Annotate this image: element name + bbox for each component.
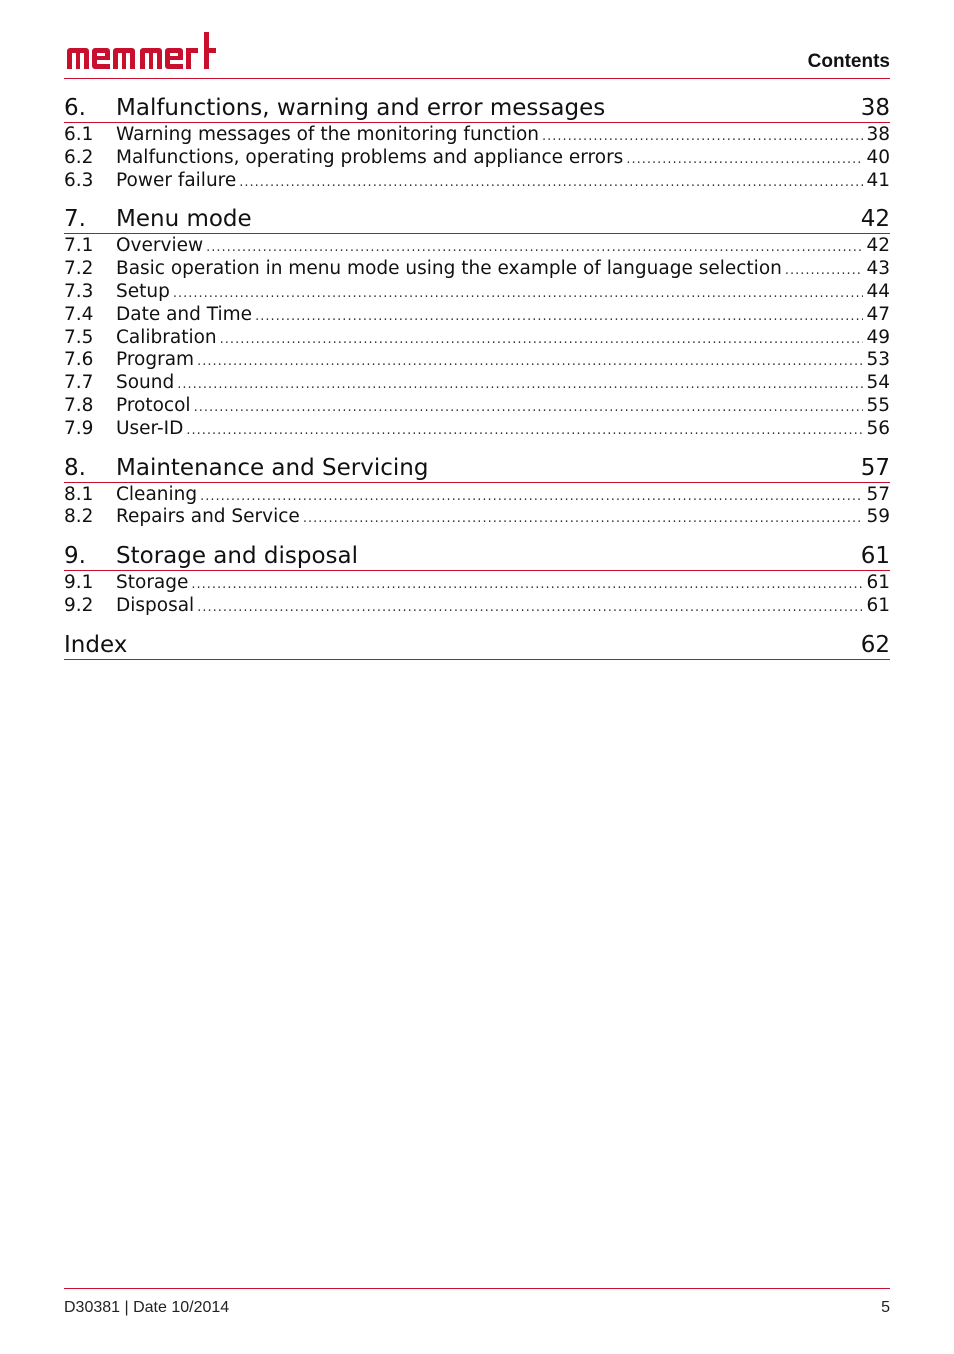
toc-entry[interactable] bbox=[64, 418, 890, 441]
toc-entry[interactable] bbox=[64, 506, 890, 529]
entry-number: 7.4 bbox=[64, 303, 94, 325]
entry-page: 61 bbox=[866, 572, 890, 594]
dot-leader bbox=[626, 149, 863, 172]
entry-number: 9.2 bbox=[64, 594, 94, 616]
toc-entry[interactable] bbox=[64, 484, 890, 507]
entry-title: User-ID bbox=[116, 417, 184, 439]
entry-page: 59 bbox=[866, 506, 890, 528]
section-page: 61 bbox=[860, 543, 890, 570]
memmert-logo bbox=[64, 30, 216, 72]
dot-leader bbox=[200, 486, 863, 509]
entry-page: 49 bbox=[866, 326, 890, 348]
dot-leader bbox=[173, 283, 864, 306]
entry-title: Overview bbox=[116, 235, 204, 257]
footer-divider bbox=[64, 1288, 890, 1289]
entry-title: Basic operation in menu mode using the example of language selection bbox=[116, 258, 782, 280]
entry-number: 7.8 bbox=[64, 394, 94, 416]
section-page: 38 bbox=[860, 95, 890, 121]
entry-page: 54 bbox=[866, 372, 890, 394]
dot-leader bbox=[206, 237, 863, 260]
toc-index bbox=[64, 625, 890, 660]
section-page: 57 bbox=[860, 454, 890, 481]
section-title: Maintenance and Servicing bbox=[116, 454, 429, 481]
entry-number: 6.2 bbox=[64, 146, 94, 168]
toc-entry[interactable] bbox=[64, 124, 890, 147]
toc-entry[interactable] bbox=[64, 349, 890, 372]
entry-title: Cleaning bbox=[116, 483, 198, 505]
entry-page: 61 bbox=[866, 594, 890, 616]
toc-entry[interactable] bbox=[64, 258, 890, 281]
dot-leader bbox=[239, 172, 863, 195]
toc-entry[interactable] bbox=[64, 327, 890, 350]
section-title: Malfunctions, warning and error messages bbox=[116, 95, 606, 121]
entry-number: 7.7 bbox=[64, 372, 94, 394]
entry-title: Setup bbox=[116, 280, 170, 302]
entry-title: Storage bbox=[116, 572, 189, 594]
footer-page-number: 5 bbox=[881, 1299, 890, 1316]
table-of-contents bbox=[64, 88, 890, 660]
footer-doc-ref: D30381 | Date 10/2014 bbox=[64, 1299, 230, 1316]
entry-page: 40 bbox=[866, 146, 890, 168]
section-title: Menu mode bbox=[116, 206, 252, 233]
entry-number: 9.1 bbox=[64, 572, 94, 594]
index-page: 62 bbox=[860, 631, 890, 658]
entry-number: 7.9 bbox=[64, 417, 94, 439]
entry-number: 7.3 bbox=[64, 280, 94, 302]
toc-entry[interactable] bbox=[64, 572, 890, 595]
index-heading[interactable] bbox=[64, 625, 890, 660]
entry-number: 7.5 bbox=[64, 326, 94, 348]
entry-title: Date and Time bbox=[116, 303, 253, 325]
entry-page: 53 bbox=[866, 349, 890, 371]
section-number: 6. bbox=[64, 95, 86, 121]
toc-entry[interactable] bbox=[64, 147, 890, 170]
dot-leader bbox=[785, 260, 864, 283]
section-number: 9. bbox=[64, 543, 86, 570]
entry-number: 7.1 bbox=[64, 235, 94, 257]
entry-page: 56 bbox=[866, 417, 890, 439]
toc-entry[interactable] bbox=[64, 304, 890, 327]
entry-title: Program bbox=[116, 349, 195, 371]
dot-leader bbox=[191, 574, 863, 597]
section-number: 8. bbox=[64, 454, 86, 481]
dot-leader bbox=[177, 374, 863, 397]
toc-section-6 bbox=[64, 88, 890, 192]
entry-page: 57 bbox=[866, 483, 890, 505]
section-heading[interactable] bbox=[64, 448, 890, 483]
dot-leader bbox=[542, 126, 863, 149]
toc-section-9 bbox=[64, 536, 890, 618]
dot-leader bbox=[197, 351, 863, 374]
entry-page: 38 bbox=[866, 124, 890, 145]
entry-title: Repairs and Service bbox=[116, 506, 300, 528]
header-divider bbox=[64, 78, 890, 79]
entry-title: Disposal bbox=[116, 594, 195, 616]
dot-leader bbox=[186, 420, 863, 443]
section-heading[interactable] bbox=[64, 536, 890, 571]
toc-entry[interactable] bbox=[64, 170, 890, 193]
entry-title: Sound bbox=[116, 372, 175, 394]
entry-title: Malfunctions, operating problems and appliance errors bbox=[116, 146, 624, 168]
section-page: 42 bbox=[860, 206, 890, 233]
entry-page: 42 bbox=[866, 235, 890, 257]
section-title: Storage and disposal bbox=[116, 543, 358, 570]
dot-leader bbox=[303, 508, 864, 531]
entry-page: 47 bbox=[866, 303, 890, 325]
entry-title: Protocol bbox=[116, 394, 191, 416]
entry-title: Power failure bbox=[116, 169, 237, 191]
entry-page: 55 bbox=[866, 394, 890, 416]
entry-number: 6.1 bbox=[64, 124, 94, 145]
dot-leader bbox=[220, 329, 864, 352]
dot-leader bbox=[194, 397, 864, 420]
section-number: 7. bbox=[64, 206, 86, 233]
toc-section-8 bbox=[64, 448, 890, 530]
entry-page: 44 bbox=[866, 280, 890, 302]
dot-leader bbox=[197, 597, 863, 620]
toc-entry[interactable] bbox=[64, 595, 890, 618]
header-title: Contents bbox=[807, 51, 890, 72]
entry-number: 8.2 bbox=[64, 506, 94, 528]
entry-title: Warning messages of the monitoring function bbox=[116, 124, 539, 145]
section-heading[interactable] bbox=[64, 88, 890, 123]
entry-number: 7.6 bbox=[64, 349, 94, 371]
toc-entry[interactable] bbox=[64, 235, 890, 258]
dot-leader bbox=[255, 306, 863, 329]
toc-entry[interactable] bbox=[64, 281, 890, 304]
toc-entry[interactable] bbox=[64, 372, 890, 395]
section-heading[interactable] bbox=[64, 199, 890, 234]
entry-number: 7.2 bbox=[64, 258, 94, 280]
toc-entry[interactable] bbox=[64, 395, 890, 418]
entry-page: 41 bbox=[866, 169, 890, 191]
page-header bbox=[64, 30, 890, 80]
page-footer bbox=[64, 1288, 890, 1328]
entry-number: 6.3 bbox=[64, 169, 94, 191]
toc-section-7 bbox=[64, 199, 890, 440]
entry-page: 43 bbox=[866, 258, 890, 280]
index-title: Index bbox=[64, 631, 128, 658]
entry-number: 8.1 bbox=[64, 483, 94, 505]
entry-title: Calibration bbox=[116, 326, 217, 348]
